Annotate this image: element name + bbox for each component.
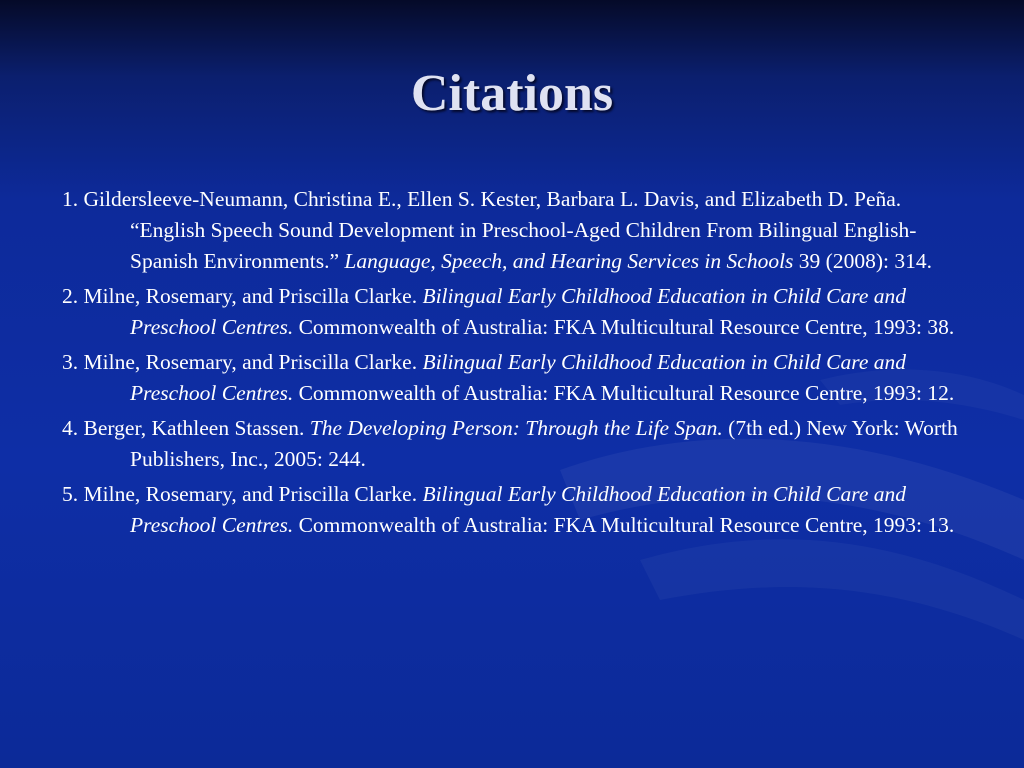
citation-publication-details: 39 (2008): 314. [798, 249, 932, 273]
citation-number: 5. [62, 482, 79, 506]
citation-publication-details: Commonwealth of Australia: FKA Multicultural Resource Centre, 1993: 13. [298, 513, 955, 537]
citation-authors-text: Milne, Rosemary, and Priscilla Clarke. [83, 284, 418, 308]
citation-authors-text: Milne, Rosemary, and Priscilla Clarke. [83, 482, 418, 506]
citation-publication-details: Commonwealth of Australia: FKA Multicultural Resource Centre, 1993: 12. [298, 381, 955, 405]
citation-number: 4. [62, 416, 79, 440]
citation-item [62, 184, 968, 277]
citation-publication-details: (7th ed.) New York: Worth Publishers, Inc., 2005: 244. [130, 416, 958, 471]
citation-number: 2. [62, 284, 79, 308]
citation-authors-text: Berger, Kathleen Stassen. [83, 416, 305, 440]
citation-number: 3. [62, 350, 79, 374]
citation-source-title: Bilingual Early Childhood Education in Child Care and Preschool Centres. [130, 350, 906, 405]
slide-title: Citations [410, 65, 614, 122]
citation-source-title: Bilingual Early Childhood Education in Child Care and Preschool Centres. [130, 482, 906, 537]
citation-publication-details: Commonwealth of Australia: FKA Multicultural Resource Centre, 1993: 38. [298, 315, 955, 339]
citation-item [62, 413, 968, 475]
citation-number: 1. [62, 187, 79, 211]
citation-list [62, 184, 968, 545]
citation-source-title: Bilingual Early Childhood Education in Child Care and Preschool Centres. [130, 284, 906, 339]
citation-source-title: Language, Speech, and Hearing Services in Schools [344, 249, 794, 273]
citation-source-title: The Developing Person: Through the Life Span. [309, 416, 723, 440]
citation-authors-text: Gildersleeve-Neumann, Christina E., Ellen S. Kester, Barbara L. Davis, and Elizabeth D. Peña. “English Speech Sound Development in Preschool-Aged Children From Bilingual English-Spanish Environments.” [83, 187, 917, 273]
citation-authors-text: Milne, Rosemary, and Priscilla Clarke. [83, 350, 418, 374]
citation-item [62, 347, 968, 409]
citation-item [62, 281, 968, 343]
citation-item [62, 479, 968, 541]
